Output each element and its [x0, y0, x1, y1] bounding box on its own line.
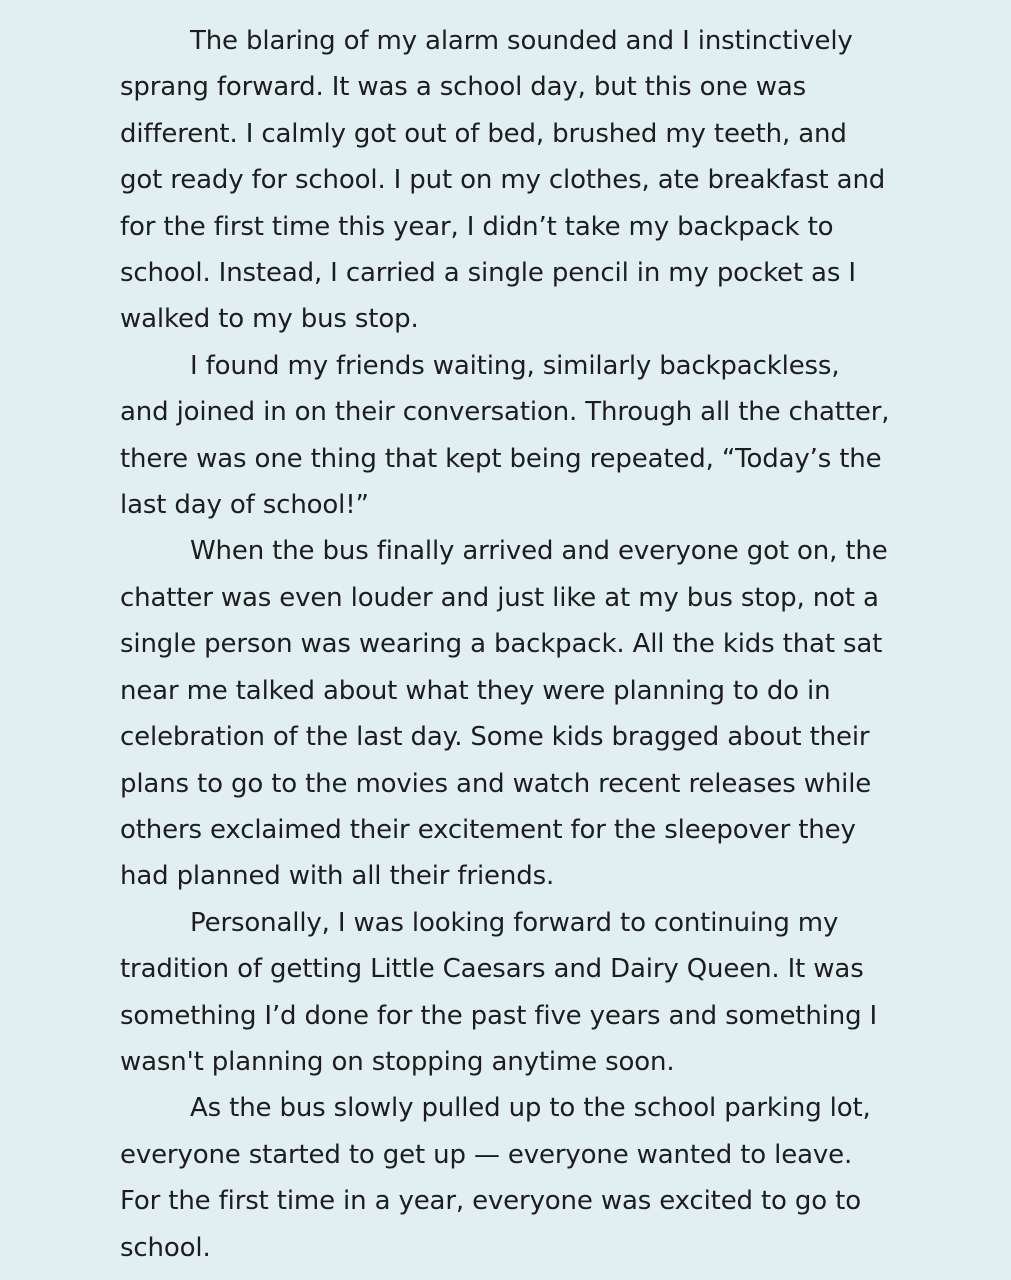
- paragraph-3: When the bus finally arrived and everyone got on, the chatter was even louder and just like at my bus stop, not a single person was wearing a backpack. All the kids that sat near me talked about what they were planning to do in celebration of the last day. Some kids bragged about their plans to go to the movies and watch recent releases while others exclaimed their excitement for the sleepover they had planned with all their friends.: [120, 536, 888, 892]
- paragraph-5: As the bus slowly pulled up to the school parking lot, everyone started to get up — everyone wanted to leave. For the first time in a year, everyone was excited to go to school.: [120, 1093, 871, 1263]
- paragraph-2: I found my friends waiting, similarly backpackless, and joined in on their conversation. Through all the chatter, there was one thing that kept being repeated, “Today’s the last day of school!”: [120, 350, 890, 521]
- story-text: [120, 18, 893, 1271]
- paragraph-4: Personally, I was looking forward to continuing my tradition of getting Little Caesars and Dairy Queen. It was something I’d done for the past five years and something I wasn't planning on stopping anytime soon.: [120, 907, 878, 1077]
- paragraph-1: The blaring of my alarm sounded and I instinctively sprang forward. It was a school day, but this one was different. I calmly got out of bed, brushed my teeth, and got ready for school. I put on my clothes, ate breakfast and for the first time this year, I didn’t take my backpack to school. Instead, I carried a single pencil in my pocket as I walked to my bus stop.: [120, 26, 886, 335]
